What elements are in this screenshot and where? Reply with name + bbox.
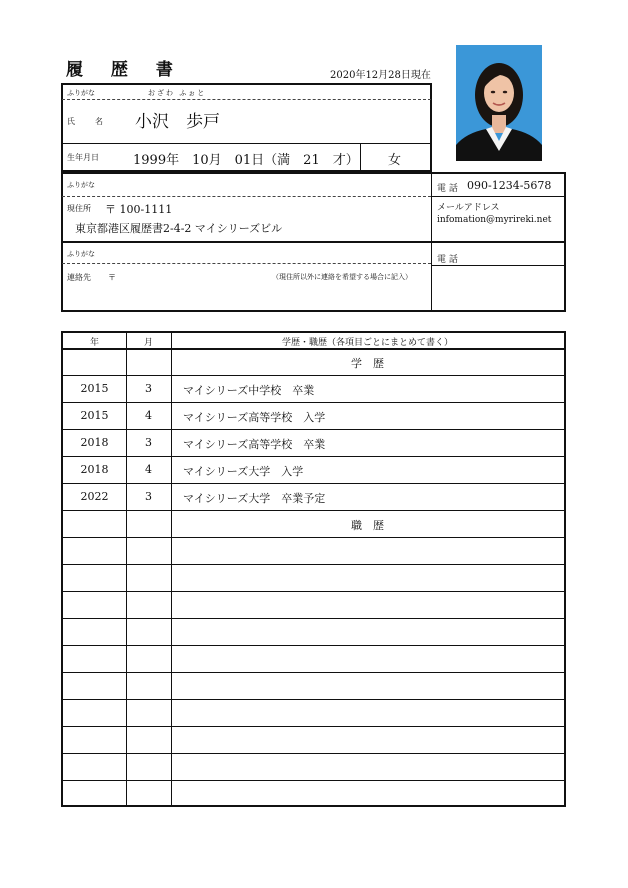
history-month: 3	[145, 490, 152, 503]
contact-furigana-label: ふりがな	[67, 250, 95, 258]
furigana-value: おざわ ふぉと	[148, 89, 207, 97]
history-text: マイシリーズ高等学校 卒業	[183, 438, 326, 451]
history-year: 2015	[80, 382, 109, 395]
col-detail-header: 学歴・職歴（各項目ごとにまとめて書く）	[281, 338, 453, 348]
applicant-photo	[456, 45, 542, 161]
history-month: 4	[145, 409, 152, 422]
address-value: 東京都港区履歴書2-4-2 マイシリーズビル	[75, 222, 283, 235]
birth-label: 生年月日	[67, 153, 99, 162]
history-month: 3	[145, 382, 152, 395]
history-year: 2015	[80, 409, 109, 422]
history-text: マイシリーズ大学 卒業予定	[183, 492, 326, 505]
history-year: 2018	[80, 463, 109, 476]
email-value: infomation@myrireki.net	[437, 215, 552, 225]
gender-value: 女	[388, 153, 402, 168]
history-year: 2022	[80, 490, 109, 503]
history-month: 3	[145, 436, 152, 449]
contact-phone-label: 電 話	[437, 255, 458, 265]
col-month-header: 月	[143, 338, 153, 348]
furigana-label: ふりがな	[67, 89, 95, 97]
section-work: 職 歴	[351, 519, 384, 532]
postal-code: 〒 100-1111	[105, 203, 173, 216]
document-date: 2020年12月28日現在	[330, 70, 431, 81]
section-education: 学 歴	[351, 357, 384, 370]
birth-value: 1999年 10月 01日（満 21 才）	[133, 153, 359, 168]
phone-label: 電 話	[437, 184, 458, 194]
contact-label: 連絡先	[67, 273, 91, 282]
history-text: マイシリーズ大学 入学	[183, 465, 304, 478]
history-text: マイシリーズ高等学校 入学	[183, 411, 326, 424]
address-furigana-label: ふりがな	[67, 181, 95, 189]
history-month: 4	[145, 463, 152, 476]
phone-value: 090-1234-5678	[467, 179, 552, 192]
current-address-label: 現住所	[67, 204, 91, 213]
col-year-header: 年	[89, 338, 99, 348]
history-text: マイシリーズ中学校 卒業	[183, 384, 315, 397]
document-title: 履 歴 書	[66, 60, 184, 80]
email-label: メールアドレス	[437, 203, 500, 213]
name-label: 氏 名	[67, 117, 109, 126]
history-table	[61, 331, 566, 807]
history-year: 2018	[80, 436, 109, 449]
name-value: 小沢 歩戸	[135, 112, 220, 132]
contact-postal: 〒	[108, 273, 116, 282]
contact-note: （現住所以外に連絡を希望する場合に記入）	[272, 273, 412, 281]
